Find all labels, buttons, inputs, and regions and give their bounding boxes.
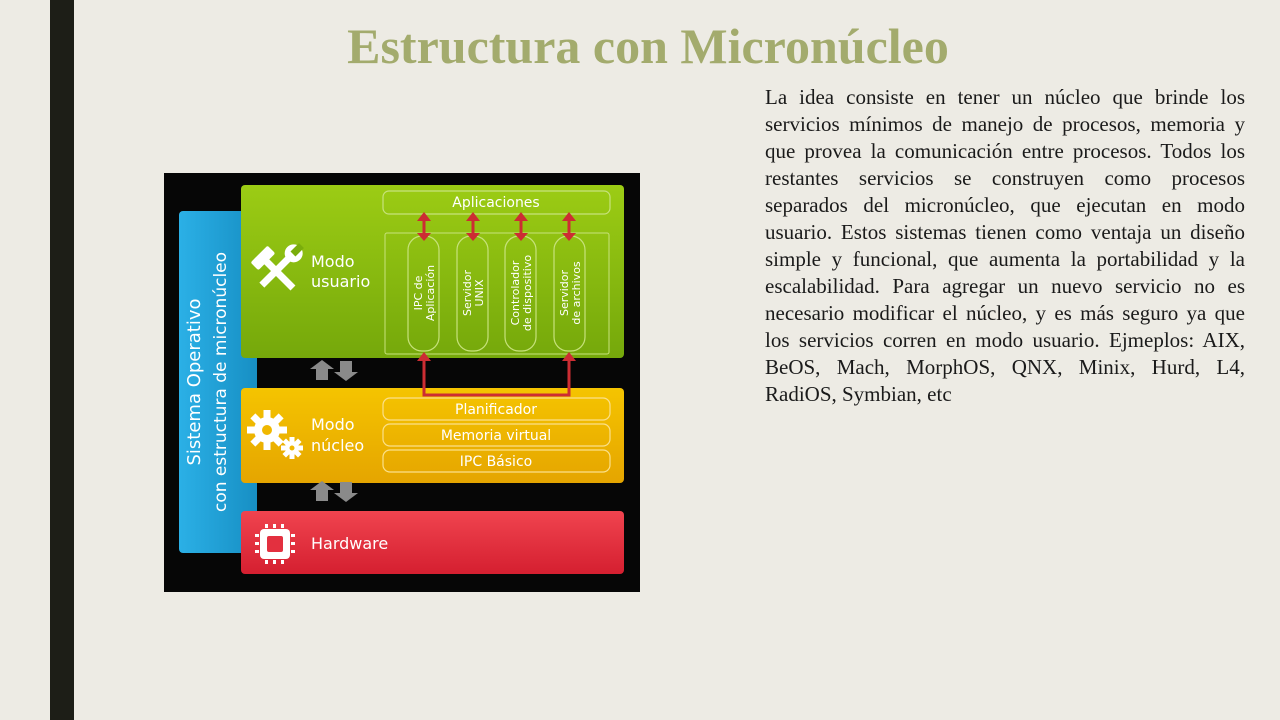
svg-text:Planificador: Planificador <box>455 402 537 418</box>
svg-text:IPC Básico: IPC Básico <box>459 454 533 470</box>
svg-text:de dispositivo: de dispositivo <box>521 254 534 332</box>
side-label-line1: Sistema Operativo <box>184 298 205 466</box>
svg-text:Memoria virtual: Memoria virtual <box>440 428 552 444</box>
applications-label: Aplicaciones <box>452 195 540 211</box>
svg-text:Servidor: Servidor <box>461 269 474 317</box>
side-label-line2: con estructura de micronúcleo <box>211 251 231 513</box>
microkernel-diagram <box>164 173 640 592</box>
kernel-mode-label-line1: Modo <box>311 415 355 434</box>
hardware-layer <box>241 511 624 574</box>
svg-text:UNIX: UNIX <box>473 279 486 307</box>
svg-text:de archivos: de archivos <box>570 261 583 325</box>
svg-text:Aplicación: Aplicación <box>424 264 437 322</box>
up-arrow-icon <box>310 481 334 501</box>
user-mode-label-line2: usuario <box>311 272 371 291</box>
slide-title: Estructura con Micronúcleo <box>347 18 949 74</box>
svg-text:IPC de: IPC de <box>412 275 425 311</box>
kernel-mode-layer <box>241 388 624 483</box>
svg-text:Servidor: Servidor <box>558 269 571 317</box>
left-accent-bar <box>50 0 74 720</box>
down-arrow-icon <box>334 361 358 381</box>
slide-body-text: La idea consiste en tener un núcleo que brinde los servicios mínimos de manejo de procesos, memoria y que provea la comunicación entre procesos. Todos los restantes servicios se construyen como procesos separados del micronúcleo, que ejecutan en modo usuario. Estos sistemas tienen como ventaja un diseño simple y funcional, que aumenta la portabilidad y la escalabilidad. Para agregar un nuevo servicio no es necesario modificar el núcleo, y es más seguro ya que los servicios corren en modo usuario. Ejmeplos: AIX, BeOS, Mach, MorphOS, QNX, Minix, Hurd, L4, RadiOS, Symbian, etc <box>765 85 1245 406</box>
svg-text:Controlador: Controlador <box>509 260 522 326</box>
up-arrow-icon <box>310 360 334 380</box>
down-arrow-icon <box>334 482 358 502</box>
hardware-label: Hardware <box>311 534 389 553</box>
user-mode-label-line1: Modo <box>311 252 355 271</box>
kernel-mode-label-line2: núcleo <box>311 436 365 455</box>
